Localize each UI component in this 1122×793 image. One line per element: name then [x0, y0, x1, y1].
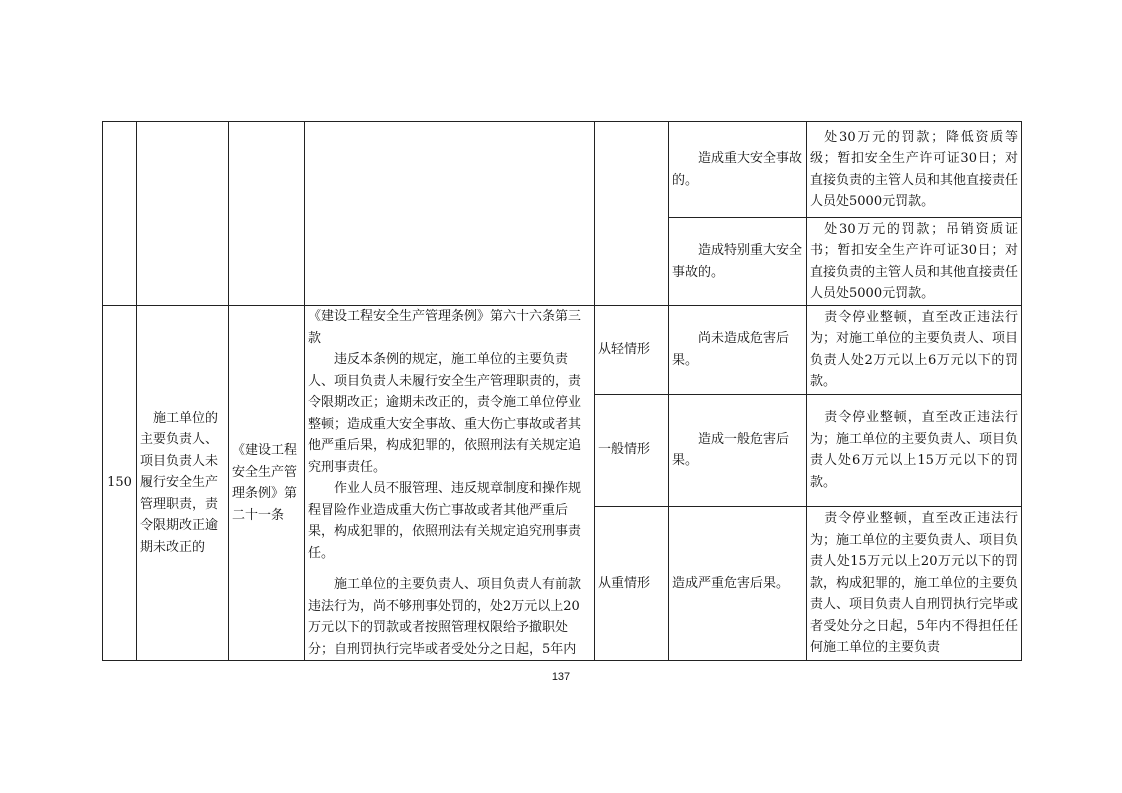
law-cell-empty — [305, 122, 595, 306]
level-cell-empty — [595, 122, 669, 306]
legal-basis: 《建设工程安全生产管理条例》第二十一条 — [229, 306, 305, 661]
law-paragraph: 作业人员不服管理、违反规章制度和操作规程冒险作业造成重大伤亡事故或者其他严重后果，构成犯罪的，依照刑法有关规定追究刑事责任。 — [308, 481, 582, 561]
penalty-law-text — [305, 306, 595, 661]
condition-cell: 造成严重危害后果。 — [669, 506, 807, 660]
penalty-cell: 责令停业整顿，直至改正违法行为；施工单位的主要负责人、项目负责人处6万元以上15万元以下的罚款。 — [807, 394, 1022, 506]
table-row — [103, 122, 1022, 218]
penalty-standards-table — [102, 121, 1022, 661]
penalty-cell: 责令停业整顿，直至改正违法行为；施工单位的主要负责人、项目负责人处15万元以上20万元以下的罚款，构成犯罪的，施工单位的主要负责人、项目负责人自刑罚执行完毕或者受处分之日起，5年内不得担任任何施工单位的主要负责 — [807, 506, 1022, 660]
number-cell-empty — [103, 122, 137, 306]
law-title: 《建设工程安全生产管理条例》第六十六条第三款 — [308, 309, 582, 346]
discretion-level: 一般情形 — [595, 394, 669, 506]
law-paragraph: 违反本条例的规定，施工单位的主要负责人、项目负责人未履行安全生产管理职责的，责令限期改正；逾期未改正的，责令施工单位停业整顿；造成重大安全事故、重大伤亡事故或者其他严重后果，构成犯罪的，依照刑法有关规定追究刑事责任。 — [308, 352, 582, 475]
item-cell-empty — [137, 122, 229, 306]
discretion-level: 从轻情形 — [595, 306, 669, 395]
penalty-cell: 责令停业整顿，直至改正违法行为；对施工单位的主要负责人、项目负责人处2万元以上6万元以下的罚款。 — [807, 306, 1022, 395]
condition-cell: 尚未造成危害后果。 — [669, 306, 807, 395]
law-paragraph: 施工单位的主要负责人、项目负责人有前款违法行为，尚不够刑事处罚的，处2万元以上20万元以下的罚款或者按照管理权限给予撤职处分；自刑罚执行完毕或者受处分之日起，5年内 — [308, 577, 582, 657]
condition-cell: 造成一般危害后果。 — [669, 394, 807, 506]
penalty-cell: 处30万元的罚款；降低资质等级；暂扣安全生产许可证30日；对直接负责的主管人员和其他直接责任人员处5000元罚款。 — [807, 122, 1022, 218]
table-row — [103, 306, 1022, 395]
condition-cell: 造成重大安全事故的。 — [669, 122, 807, 218]
violation-item: 施工单位的主要负责人、项目负责人未履行安全生产管理职责，责令限期改正逾期未改正的 — [137, 306, 229, 661]
basis-cell-empty — [229, 122, 305, 306]
entry-number: 150 — [103, 306, 137, 661]
discretion-level: 从重情形 — [595, 506, 669, 660]
page-number: 137 — [551, 671, 571, 683]
penalty-cell: 处30万元的罚款；吊销资质证书；暂扣安全生产许可证30日；对直接负责的主管人员和其他直接责任人员处5000元罚款。 — [807, 218, 1022, 306]
condition-cell: 造成特别重大安全事故的。 — [669, 218, 807, 306]
